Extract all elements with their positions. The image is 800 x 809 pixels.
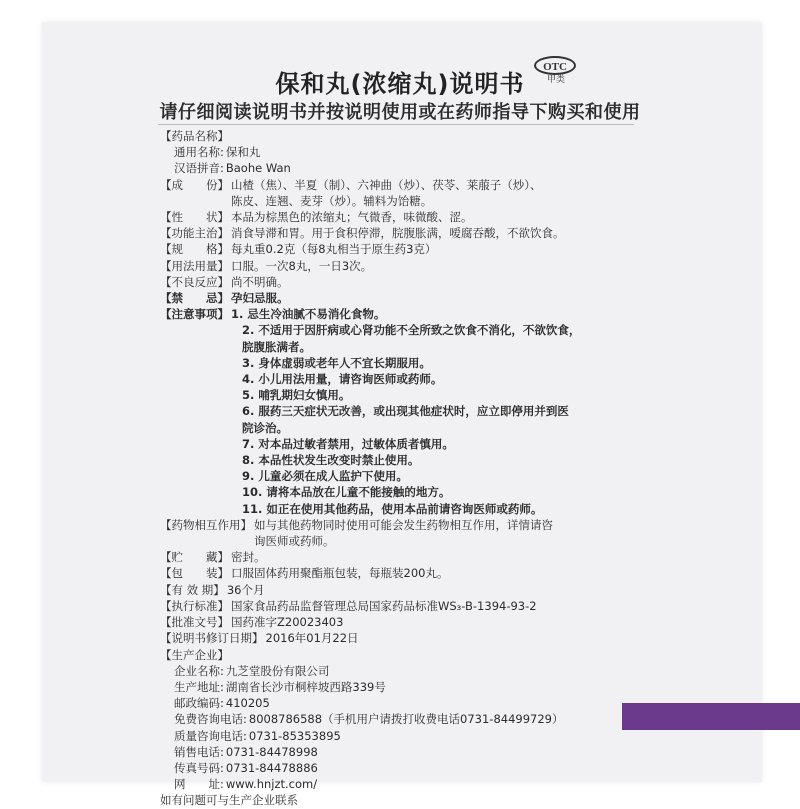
precaution-item: 5. 哺乳期妇女慎用。: [242, 388, 351, 403]
precaution-item: 7. 对本品过敏者禁用，过敏体质者慎用。: [242, 436, 454, 451]
revision-row: 【说明书修订日期】 2016年01月22日: [160, 631, 359, 646]
adverse-row: 【不良反应】 尚不明确。: [160, 274, 289, 289]
precautions-row: 【注意事项】 1. 忌生冷油腻不易消化食物。: [160, 307, 386, 322]
manufacturer-section: 【生产企业】: [160, 647, 229, 662]
precaution-item: 6. 服药三天症状无改善，或出现其他症状时，应立即停用并到医: [242, 404, 569, 419]
drug-name-section: 【药品名称】: [160, 129, 229, 143]
precaution-item: 10. 请将本品放在儿童不能接触的地方。: [242, 485, 451, 500]
pinyin-row: 汉语拼音: Baohe Wan: [174, 161, 291, 176]
purple-edge-tab: [622, 703, 800, 730]
precaution-item: 3. 身体虚弱或老年人不宜长期服用。: [242, 355, 431, 370]
footer-note: 如有问题可与生产企业联系: [160, 793, 298, 808]
interactions-row: 【药物相互作用】 如与其他药物同时使用可能会发生药物相互作用，详情请咨 询医师或药师。: [160, 517, 553, 549]
common-name-row: 通用名称: 保和丸: [174, 145, 261, 160]
fax-row: 传真号码: 0731-84478886: [174, 760, 318, 775]
package-row: 【包 装】 口服固体药用聚酯瓶包装，每瓶装200丸。: [160, 566, 449, 581]
divider-top: [158, 124, 634, 125]
precaution-item: 脘腹胀满者。: [242, 339, 311, 354]
company-row: 企业名称: 九芝堂股份有限公司: [174, 663, 330, 678]
precaution-item: 11. 如正在使用其他药品，使用本品前请咨询医师或药师。: [242, 501, 543, 516]
ingredients-row: 【成 份】 山楂（焦）、半夏（制）、六神曲（炒）、茯苓、莱菔子（炒）、 陈皮、连翘、麦芽（炒）。辅料为饴糖。: [160, 177, 542, 208]
precaution-item: 院诊治。: [242, 420, 288, 435]
specification-row: 【规 格】 每丸重0.2克（每8丸相当于原生药3克）: [160, 242, 437, 257]
approval-row: 【批准文号】 国药准字Z20023403: [160, 615, 344, 630]
dosage-row: 【用法用量】 口服。一次8丸，一日3次。: [160, 258, 373, 273]
page-title: 保和丸(浓缩丸)说明书: [275, 70, 525, 98]
precaution-item: 4. 小儿用法用量，请咨询医师或药师。: [242, 372, 443, 387]
leaflet-body: [160, 128, 640, 809]
address-row: 生产地址: 湖南省长沙市桐梓坡西路339号: [174, 679, 386, 694]
quality-row: 质量咨询电话: 0731-85353895: [174, 728, 341, 743]
properties-row: 【性 状】 本品为棕黑色的浓缩丸；气微香，味微酸、涩。: [160, 210, 473, 225]
website-row: 网 址: www.hnjzt.com/: [174, 777, 318, 792]
precaution-item: 2. 不适用于因肝病或心肾功能不全所致之饮食不消化，不欲饮食，: [242, 323, 581, 338]
precaution-item: 8. 本品性状发生改变时禁止使用。: [242, 453, 420, 468]
subtitle: 请仔细阅读说明书并按说明使用或在药师指导下购买和使用: [159, 102, 641, 123]
validity-row: 【有 效 期】 36个月: [160, 582, 265, 597]
contraindications-row: 【禁 忌】 孕妇忌服。: [160, 291, 289, 306]
otc-mark: OTC: [534, 56, 576, 75]
zip-row: 邮政编码: 410205: [174, 696, 270, 711]
hotline-row: 免费咨询电话: 8008786588（手机用户请拨打收费电话0731-84499729）: [174, 712, 564, 727]
otc-class: 甲类: [546, 75, 565, 85]
storage-row: 【贮 藏】 密封。: [160, 550, 266, 565]
standard-row: 【执行标准】 国家食品药品监督管理总局国家药品标准WS₃-B-1394-93-2: [160, 598, 537, 613]
sales-row: 销售电话: 0731-84478998: [174, 744, 318, 759]
otc-badge: [534, 56, 578, 84]
precaution-item: 9. 儿童必须在成人监护下使用。: [242, 469, 408, 484]
indications-row: 【功能主治】 消食导滞和胃。用于食积停滞，脘腹胀满，嗳腐吞酸，不欲饮食。: [160, 226, 565, 241]
